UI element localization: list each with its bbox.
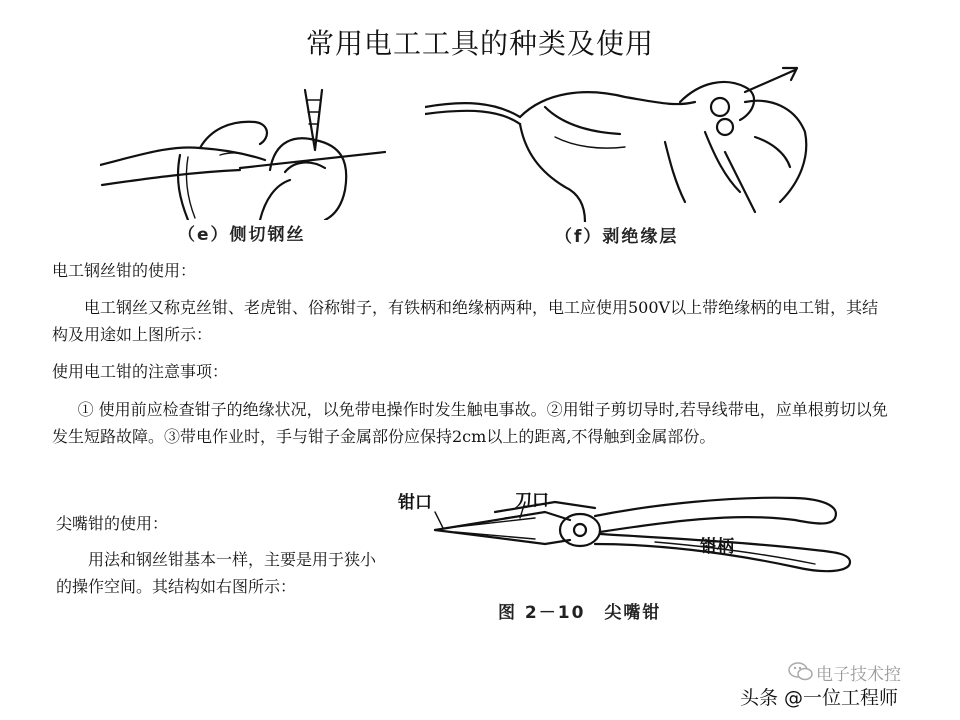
needle-nose-heading: 尖嘴钳的使用： [56,514,169,533]
watermark-name: 头条 @一位工程师 [740,687,899,709]
needle-nose-body: 用法和钢丝钳基本一样，主要是用于狭小的操作空间。其结构如右图所示： [56,550,377,596]
watermark-brand: 电子技术控 [816,665,901,685]
precautions-heading: 使用电工钳的注意事项： [52,362,229,381]
needle-nose-pliers-diagram [395,482,875,592]
figure-f-stripping-insulation [425,62,825,222]
label-blade: 刀口 [515,491,549,511]
wire-pliers-heading: 电工钢丝钳的使用： [52,261,197,280]
page-title: 常用电工工具的种类及使用 [305,27,654,60]
pliers-caption: 图 2－10 尖嘴钳 [498,603,662,623]
figure-f-caption: （f）剥绝缘层 [555,227,679,247]
precautions-body: ① 使用前应检查钳子的绝缘状况，以免带电操作时发生触电事故。②用钳子剪切导时,若导线带电，应单根剪切以免发生短路故障。③带电作业时，手与钳子金属部份应保持2cm以上的距离,不得触到金属部份。 [52,400,888,446]
label-handle: 钳柄 [700,537,734,557]
label-jaw: 钳口 [398,493,432,513]
figure-e-cutting-wire [100,60,400,220]
wechat-icon [788,660,814,682]
figure-e-caption: （e）侧切钢丝 [178,225,306,245]
wire-pliers-body: 电工钢丝又称克丝钳、老虎钳、俗称钳子，有铁柄和绝缘柄两种，电工应使用500V以上带绝缘柄的电工钳，其结构及用途如上图所示： [52,298,879,344]
